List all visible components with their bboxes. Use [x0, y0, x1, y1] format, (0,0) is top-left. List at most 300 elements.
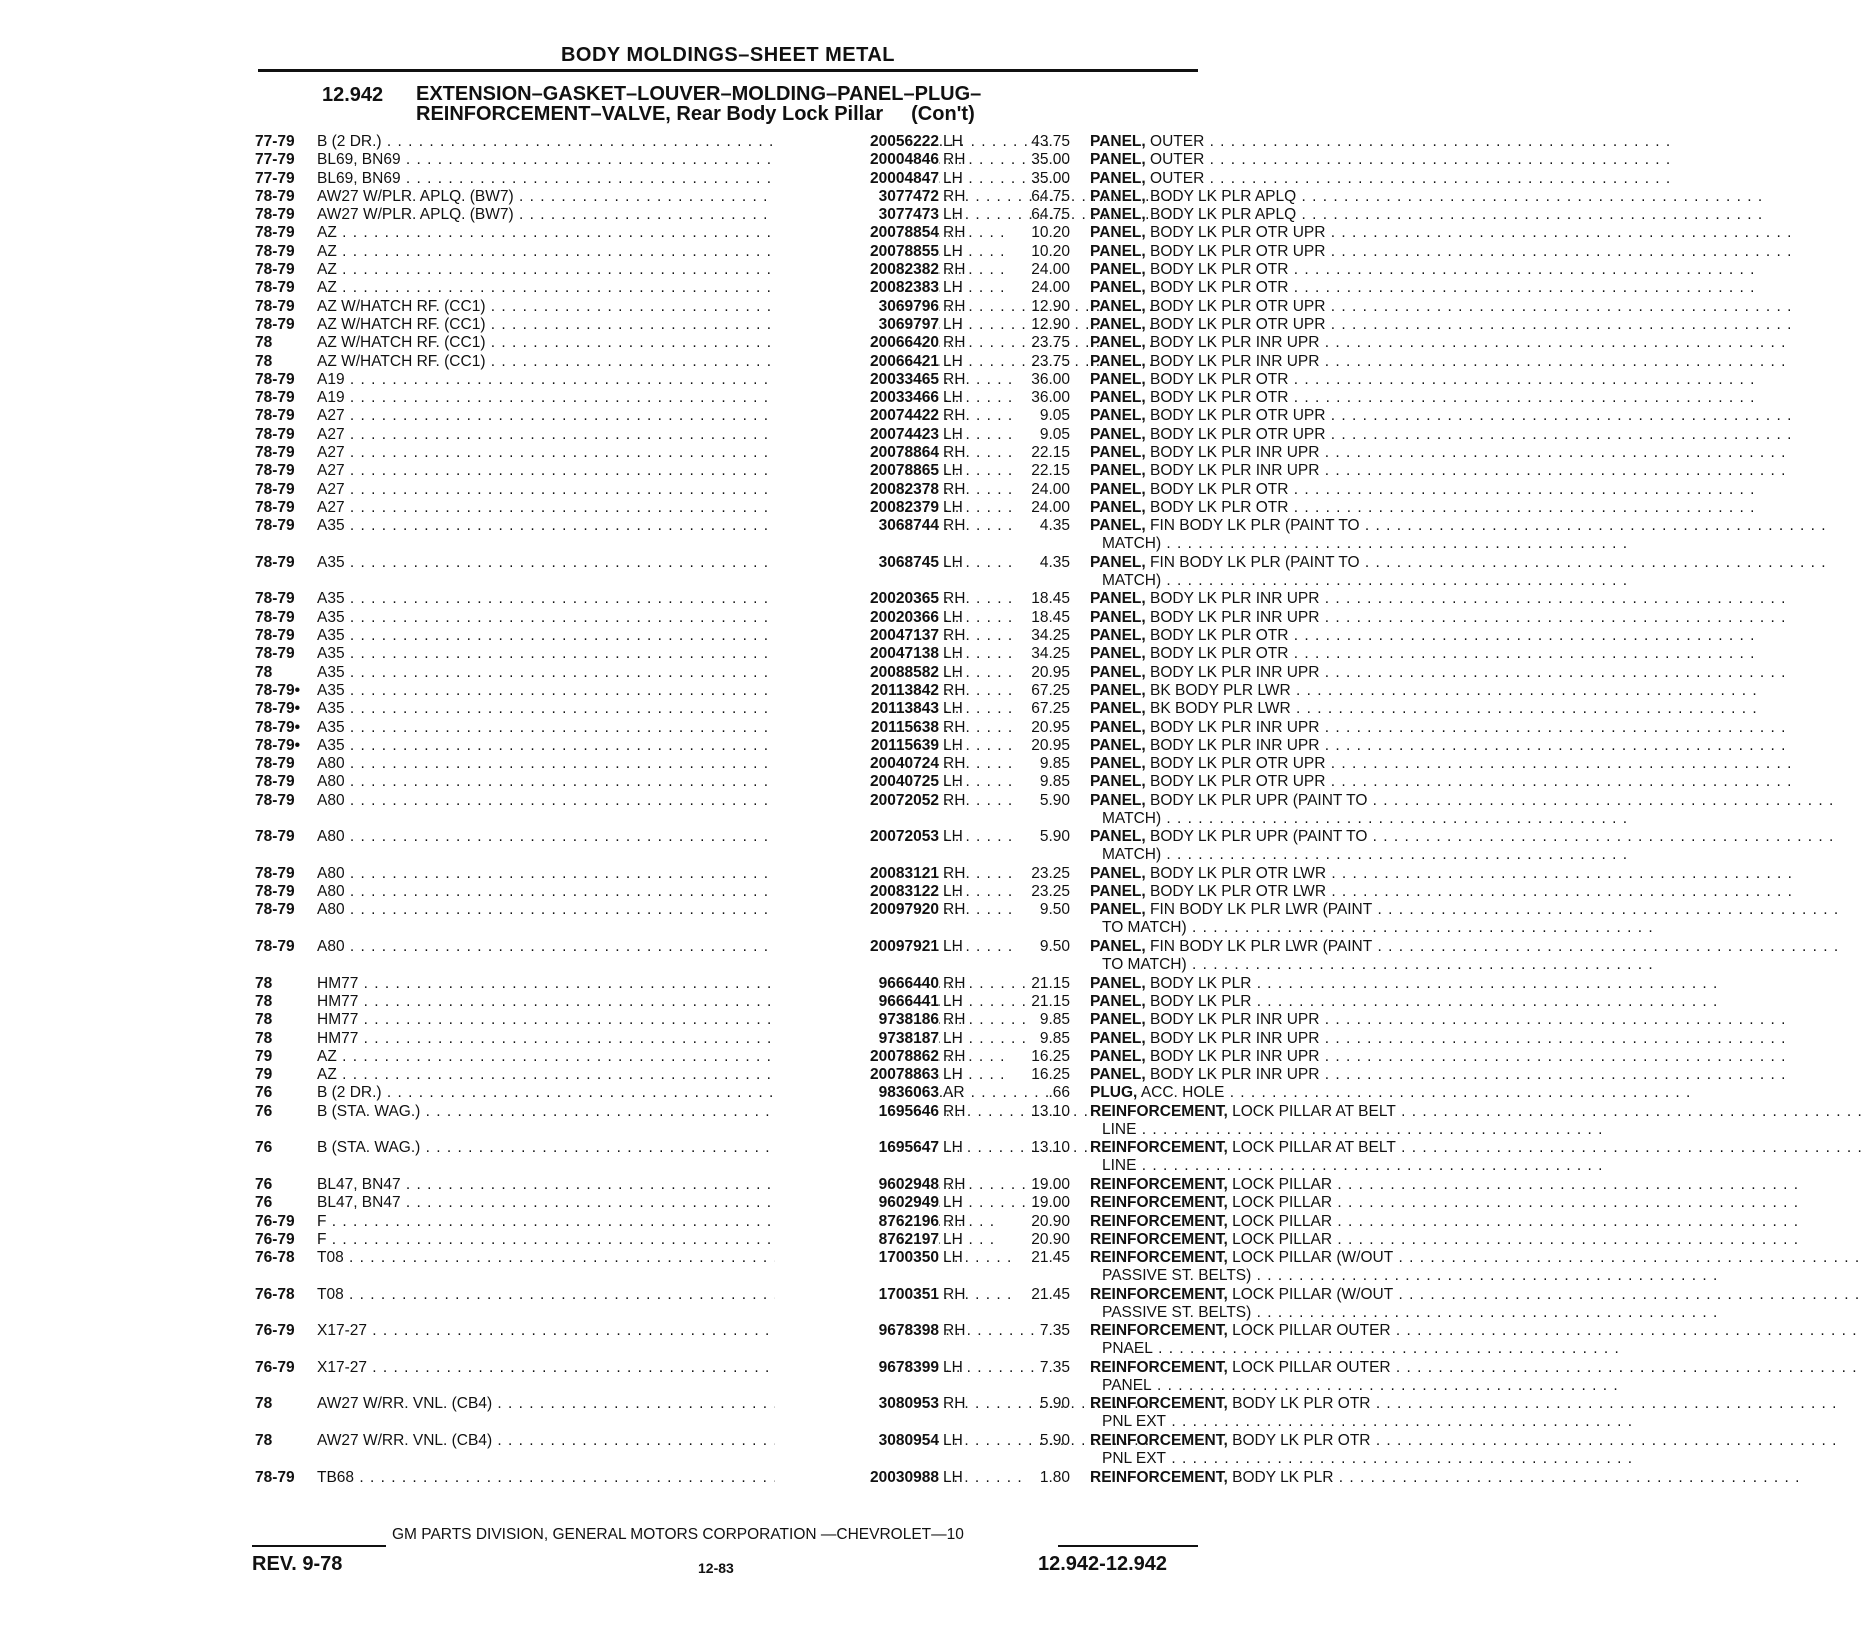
part-name: REINFORCEMENT, — [1090, 1230, 1228, 1248]
description-line2: LINE . . . — [1090, 1157, 1455, 1175]
description-line1 — [1090, 170, 1455, 188]
side-code: LH — [943, 608, 963, 626]
year-range: 78-79 — [255, 187, 295, 205]
part-detail: BODY LK PLR OTR — [1232, 1395, 1371, 1413]
part-row — [255, 736, 1320, 755]
part-name: REINFORCEMENT, — [1090, 1212, 1228, 1230]
price: 16.25 — [1031, 1066, 1070, 1084]
part-number: 3080953 — [775, 1395, 939, 1413]
part-description — [1090, 682, 1455, 700]
side-code: LH — [943, 992, 963, 1010]
model-code: HM77 . . . — [317, 975, 835, 993]
part-detail: FIN BODY LK PLR (PAINT TO — [1150, 517, 1360, 535]
part-description — [1090, 1469, 1455, 1487]
part-number: 9738186 — [775, 1011, 939, 1029]
part-description — [1090, 1249, 1455, 1285]
side-code: RH — [943, 864, 966, 882]
part-row — [255, 297, 1326, 316]
side-code: LH — [943, 663, 963, 681]
part-row — [255, 279, 1289, 297]
year-range: 78-79 — [255, 590, 295, 608]
side-code: AR — [943, 1084, 965, 1102]
part-detail: BODY LK PLR OTR LWR — [1150, 883, 1327, 901]
year-range: 78-79 — [255, 627, 295, 645]
price: 4.35 — [1039, 553, 1070, 571]
part-description — [1090, 279, 1455, 297]
part-description — [1090, 993, 1455, 1011]
part-name: PANEL, — [1090, 901, 1146, 919]
part-detail: BODY LK PLR OTR LWR — [1150, 864, 1327, 882]
description-line1 — [1090, 481, 1455, 499]
year-range: 78-79 — [255, 407, 295, 425]
description-line2: MATCH) . . . — [1090, 535, 1455, 553]
part-name: PANEL, — [1090, 261, 1146, 279]
part-number: 20082383 — [775, 279, 939, 297]
model-code: AZ W/HATCH RF. (CC1) . . . — [317, 316, 835, 334]
side-code: LH — [943, 1029, 963, 1047]
part-name: REINFORCEMENT, — [1090, 1175, 1228, 1193]
model-code: A27 . . . — [317, 481, 835, 499]
price: 9.05 — [1039, 425, 1070, 443]
model-code: B (2 DR.) . . . — [317, 133, 835, 151]
part-name: PLUG, — [1090, 1084, 1138, 1102]
part-number: 20040725 — [775, 773, 939, 791]
part-row — [255, 133, 1205, 151]
part-detail: BODY LK PLR OTR UPR — [1150, 407, 1326, 425]
part-detail: BK BODY PLR LWR — [1150, 700, 1291, 718]
side-code: RH — [943, 334, 966, 352]
side-code: LH — [943, 352, 963, 370]
part-number: 1695647 — [775, 1139, 939, 1157]
description-line1 — [1090, 517, 1455, 535]
section-title-line2-bold: REINFORCEMENT–VALVE, Rear Body — [416, 103, 777, 125]
part-description — [1090, 151, 1455, 169]
price: 35.00 — [1031, 169, 1070, 187]
part-detail: OUTER — [1150, 169, 1205, 187]
part-name: PANEL, — [1090, 133, 1146, 150]
price: 20.95 — [1031, 736, 1070, 754]
price: 4.35 — [1039, 517, 1070, 535]
price: 36.00 — [1031, 389, 1070, 407]
year-range: 78-79 — [255, 755, 295, 773]
part-detail: BODY LK PLR OTR UPR — [1150, 224, 1326, 242]
year-range: 78-79 — [255, 462, 295, 480]
price: 64.75 — [1031, 187, 1070, 205]
part-detail: BK BODY PLR LWR — [1150, 681, 1291, 699]
description-line1 — [1090, 316, 1455, 334]
year-range: 76-79 — [255, 1322, 295, 1340]
parts-list — [255, 133, 1396, 1487]
part-name: PANEL, — [1090, 718, 1146, 736]
part-number: 8762197 — [775, 1231, 939, 1249]
part-name: REINFORCEMENT, — [1090, 1322, 1228, 1340]
year-range: 78 — [255, 1029, 273, 1047]
part-row — [255, 1029, 1320, 1048]
part-number: 20083122 — [775, 883, 939, 901]
price: 12.90 — [1031, 297, 1070, 315]
part-description — [1090, 792, 1455, 828]
part-description — [1090, 1231, 1455, 1249]
price: 7.35 — [1039, 1322, 1070, 1340]
part-description — [1090, 719, 1455, 737]
part-description — [1090, 700, 1455, 718]
side-code: LH — [943, 700, 963, 718]
price: 64.75 — [1031, 206, 1070, 224]
part-number: 20072052 — [775, 792, 939, 810]
side-code: LH — [943, 498, 963, 516]
description-line2: PASSIVE ST. BELTS) . . . — [1090, 1267, 1455, 1285]
price: 9.50 — [1039, 901, 1070, 919]
year-range: 78 — [255, 992, 273, 1010]
price: 20.90 — [1031, 1230, 1070, 1248]
year-range: 78-79 — [255, 773, 295, 791]
section-number: 12.942 — [322, 84, 384, 106]
price: 5.90 — [1039, 791, 1070, 809]
price: 9.50 — [1039, 938, 1070, 956]
description-line2: TO MATCH) . . . — [1090, 919, 1455, 937]
year-range: 76 — [255, 1175, 273, 1193]
part-detail: BODY LK PLR — [1232, 1468, 1334, 1486]
part-row — [255, 169, 1205, 188]
side-code: LH — [943, 828, 963, 846]
part-row — [255, 1285, 1394, 1323]
model-code: AZ . . . — [317, 1048, 835, 1066]
part-number: 3077472 — [775, 188, 939, 206]
part-name: REINFORCEMENT, — [1090, 1102, 1228, 1120]
part-description — [1090, 407, 1455, 425]
price: 22.15 — [1031, 444, 1070, 462]
part-number: 20047137 — [775, 627, 939, 645]
side-code: LH — [943, 736, 963, 754]
section-title-line1: EXTENSION–GASKET–LOUVER–MOLDING–PANEL–PLUG– — [416, 83, 982, 105]
part-description — [1090, 371, 1455, 389]
model-code: A35 . . . — [317, 609, 835, 627]
header-divider — [258, 69, 1198, 72]
part-detail: BODY LK PLR INR UPR — [1150, 334, 1320, 352]
part-row — [255, 992, 1252, 1011]
part-description — [1090, 828, 1455, 864]
side-code: RH — [943, 407, 966, 425]
price: 20.95 — [1031, 663, 1070, 681]
part-name: PANEL, — [1090, 425, 1146, 443]
part-number: 3068745 — [775, 554, 939, 572]
part-detail: BODY LK PLR OTR — [1150, 370, 1289, 388]
price: 19.00 — [1031, 1175, 1070, 1193]
description-line1 — [1090, 1084, 1455, 1102]
price: 12.90 — [1031, 315, 1070, 333]
part-detail: BODY LK PLR INR UPR — [1150, 736, 1320, 754]
side-code: RH — [943, 517, 966, 535]
description-line1 — [1090, 1103, 1455, 1121]
model-code: AZ W/HATCH RF. (CC1) . . . — [317, 334, 835, 352]
part-detail: BODY LK PLR — [1150, 974, 1252, 992]
part-description — [1090, 334, 1455, 352]
part-number: 9602948 — [775, 1176, 939, 1194]
part-detail: LOCK PILLAR AT BELT — [1232, 1102, 1396, 1120]
part-name: PANEL, — [1090, 315, 1146, 333]
model-code: AW27 W/RR. VNL. (CB4) . . . — [317, 1395, 835, 1413]
model-code: A35 . . . — [317, 554, 835, 572]
side-code: LH — [943, 315, 963, 333]
part-row — [255, 242, 1326, 261]
model-code: BL69, BN69 . . . — [317, 170, 835, 188]
year-range: 79 — [255, 1047, 273, 1065]
description-line1 — [1090, 462, 1455, 480]
part-name: PANEL, — [1090, 736, 1146, 754]
part-name: REINFORCEMENT, — [1090, 1194, 1228, 1212]
model-code: F . . . — [317, 1213, 835, 1231]
side-code: RH — [943, 444, 966, 462]
part-row — [255, 590, 1320, 608]
model-code: X17-27 . . . — [317, 1322, 835, 1340]
part-number: 20082378 — [775, 481, 939, 499]
model-code: A80 . . . — [317, 901, 835, 919]
part-name: PANEL, — [1090, 480, 1146, 498]
description-line1 — [1090, 426, 1455, 444]
description-line1 — [1090, 261, 1455, 279]
model-code: B (STA. WAG.) . . . — [317, 1139, 835, 1157]
part-description — [1090, 1139, 1455, 1175]
year-range: 78 — [255, 974, 273, 992]
description-line1 — [1090, 224, 1455, 242]
part-number: 1700350 — [775, 1249, 939, 1267]
side-code: LH — [943, 1230, 963, 1248]
part-description — [1090, 206, 1455, 224]
price: 21.15 — [1031, 992, 1070, 1010]
description-line1 — [1090, 1011, 1455, 1029]
year-range: 78-79 — [255, 480, 295, 498]
year-range: 78-79 — [255, 517, 295, 535]
model-code: AZ . . . — [317, 261, 835, 279]
part-number: 3069797 — [775, 316, 939, 334]
description-line1 — [1090, 792, 1455, 810]
part-description — [1090, 627, 1455, 645]
part-row — [255, 700, 1291, 718]
part-description — [1090, 389, 1455, 407]
part-number: 20115638 — [775, 719, 939, 737]
part-number: 9666440 — [775, 975, 939, 993]
description-line1 — [1090, 1066, 1455, 1084]
year-range: 78-79• — [255, 736, 301, 754]
part-detail: BODY LK PLR OTR — [1150, 498, 1289, 516]
side-code: LH — [943, 1468, 963, 1486]
part-description — [1090, 353, 1455, 371]
model-code: AZ W/HATCH RF. (CC1) . . . — [317, 298, 835, 316]
part-detail: BODY LK PLR INR UPR — [1150, 1029, 1320, 1047]
part-detail: LOCK PILLAR AT BELT — [1232, 1139, 1396, 1157]
part-name: PANEL, — [1090, 151, 1146, 169]
year-range: 78 — [255, 334, 273, 352]
part-row — [255, 645, 1289, 663]
part-number: 20113843 — [775, 700, 939, 718]
description-line1 — [1090, 1176, 1455, 1194]
part-detail: LOCK PILLAR OUTER — [1232, 1358, 1391, 1376]
part-description — [1090, 188, 1455, 206]
part-number: 20078863 — [775, 1066, 939, 1084]
part-description — [1090, 426, 1455, 444]
price: 9.85 — [1039, 1011, 1070, 1029]
description-line1 — [1090, 206, 1455, 224]
part-detail: LOCK PILLAR (W/OUT — [1232, 1249, 1394, 1267]
part-detail: BODY LK PLR OTR UPR — [1150, 315, 1326, 333]
part-name: PANEL, — [1090, 517, 1146, 535]
part-name: PANEL, — [1090, 279, 1146, 297]
part-number: 20083121 — [775, 865, 939, 883]
part-row — [255, 1139, 1396, 1176]
model-code: A27 . . . — [317, 426, 835, 444]
description-line1 — [1090, 1030, 1455, 1048]
part-row — [255, 901, 1373, 938]
price: 67.25 — [1031, 681, 1070, 699]
part-name: PANEL, — [1090, 864, 1146, 882]
year-range: 78-79 — [255, 553, 295, 571]
model-code: A35 . . . — [317, 627, 835, 645]
model-code: A35 . . . — [317, 737, 835, 755]
model-code: HM77 . . . — [317, 993, 835, 1011]
part-row — [255, 498, 1289, 517]
part-name: PANEL, — [1090, 1047, 1146, 1065]
model-code: A27 . . . — [317, 462, 835, 480]
part-detail: LOCK PILLAR — [1232, 1212, 1333, 1230]
year-range: 78-79 — [255, 791, 295, 809]
part-name: PANEL, — [1090, 828, 1146, 846]
description-line1 — [1090, 298, 1455, 316]
part-name: PANEL, — [1090, 1029, 1146, 1047]
part-description — [1090, 883, 1455, 901]
side-code: RH — [943, 974, 966, 992]
side-code: RH — [943, 681, 966, 699]
model-code: X17-27 . . . — [317, 1359, 835, 1377]
price: 16.25 — [1031, 1047, 1070, 1065]
part-detail: BODY LK PLR OTR — [1150, 279, 1289, 297]
part-number: 20113842 — [775, 682, 939, 700]
description-line1 — [1090, 755, 1455, 773]
part-row — [255, 773, 1326, 791]
part-description — [1090, 645, 1455, 663]
part-number: 20078864 — [775, 444, 939, 462]
year-range: 76 — [255, 1102, 273, 1120]
model-code: AZ . . . — [317, 224, 835, 242]
part-name: REINFORCEMENT, — [1090, 1432, 1228, 1450]
description-line1 — [1090, 1139, 1455, 1157]
side-code: RH — [943, 718, 966, 736]
description-line2: PASSIVE ST. BELTS) . . . — [1090, 1304, 1455, 1322]
part-detail: LOCK PILLAR — [1232, 1194, 1333, 1212]
part-detail: BODY LK PLR OTR — [1150, 480, 1289, 498]
part-description — [1090, 901, 1455, 937]
price: 5.90 — [1039, 1432, 1070, 1450]
part-name: PANEL, — [1090, 242, 1146, 260]
part-description — [1090, 773, 1455, 791]
description-line2: MATCH) . . . — [1090, 846, 1455, 864]
description-line2: LINE . . . — [1090, 1121, 1455, 1139]
description-line1 — [1090, 334, 1455, 352]
year-range: 77-79 — [255, 169, 295, 187]
model-code: AZ W/HATCH RF. (CC1) . . . — [317, 353, 835, 371]
part-name: PANEL, — [1090, 645, 1146, 663]
part-row — [255, 444, 1320, 462]
part-row — [255, 553, 1360, 591]
year-range: 78-79 — [255, 279, 295, 297]
model-code: AZ . . . — [317, 279, 835, 297]
year-range: 78-79 — [255, 224, 295, 242]
side-code: RH — [943, 1395, 966, 1413]
part-row — [255, 1047, 1320, 1066]
description-line1 — [1090, 1432, 1455, 1450]
part-number: 3069796 — [775, 298, 939, 316]
part-row — [255, 755, 1326, 773]
part-number: 20097920 — [775, 901, 939, 919]
description-line1 — [1090, 499, 1455, 517]
part-detail: BODY LK PLR APLQ — [1150, 206, 1297, 224]
part-name: PANEL, — [1090, 883, 1146, 901]
year-range: 77-79 — [255, 133, 295, 150]
part-detail: BODY LK PLR OTR UPR — [1150, 755, 1326, 773]
part-number: 3077473 — [775, 206, 939, 224]
price: 34.25 — [1031, 645, 1070, 663]
part-detail: BODY LK PLR OTR — [1150, 261, 1289, 279]
part-number: 9836063 — [775, 1084, 939, 1102]
model-code: A35 . . . — [317, 700, 835, 718]
year-range: 78-79 — [255, 315, 295, 333]
side-code: RH — [943, 590, 966, 608]
part-number: 9678398 — [775, 1322, 939, 1340]
side-code: RH — [943, 901, 966, 919]
part-row — [255, 1322, 1391, 1359]
model-code: A80 . . . — [317, 938, 835, 956]
part-description — [1090, 1103, 1455, 1139]
model-code: AZ . . . — [317, 243, 835, 261]
part-name: PANEL, — [1090, 974, 1146, 992]
part-description — [1090, 1322, 1455, 1358]
part-row — [255, 1175, 1333, 1194]
price: 18.45 — [1031, 608, 1070, 626]
part-description — [1090, 1066, 1455, 1084]
footer-divider-right — [1058, 1545, 1198, 1547]
model-code: A27 . . . — [317, 444, 835, 462]
part-row — [255, 608, 1320, 627]
part-name: PANEL, — [1090, 755, 1146, 773]
part-number: 20040724 — [775, 755, 939, 773]
part-description — [1090, 975, 1455, 993]
part-row — [255, 663, 1320, 682]
description-line2: TO MATCH) . . . — [1090, 956, 1455, 974]
part-name: PANEL, — [1090, 791, 1146, 809]
price: 22.15 — [1031, 462, 1070, 480]
part-row — [255, 480, 1289, 499]
part-number: 20082379 — [775, 499, 939, 517]
description-line1 — [1090, 975, 1455, 993]
price: 21.45 — [1031, 1249, 1070, 1267]
part-number: 20072053 — [775, 828, 939, 846]
part-number: 20097921 — [775, 938, 939, 956]
part-description — [1090, 865, 1455, 883]
part-number: 20020366 — [775, 609, 939, 627]
footer-divider-left — [252, 1545, 386, 1547]
price: 9.85 — [1039, 755, 1070, 773]
side-code: RH — [943, 187, 966, 205]
side-code: LH — [943, 425, 963, 443]
part-row — [255, 334, 1320, 352]
description-line1 — [1090, 371, 1455, 389]
part-row — [255, 974, 1252, 993]
year-range: 78-79 — [255, 828, 295, 846]
part-number: 20020365 — [775, 590, 939, 608]
description-line1 — [1090, 1322, 1455, 1340]
part-description — [1090, 590, 1455, 608]
section-title — [416, 84, 981, 124]
side-code: LH — [943, 279, 963, 297]
